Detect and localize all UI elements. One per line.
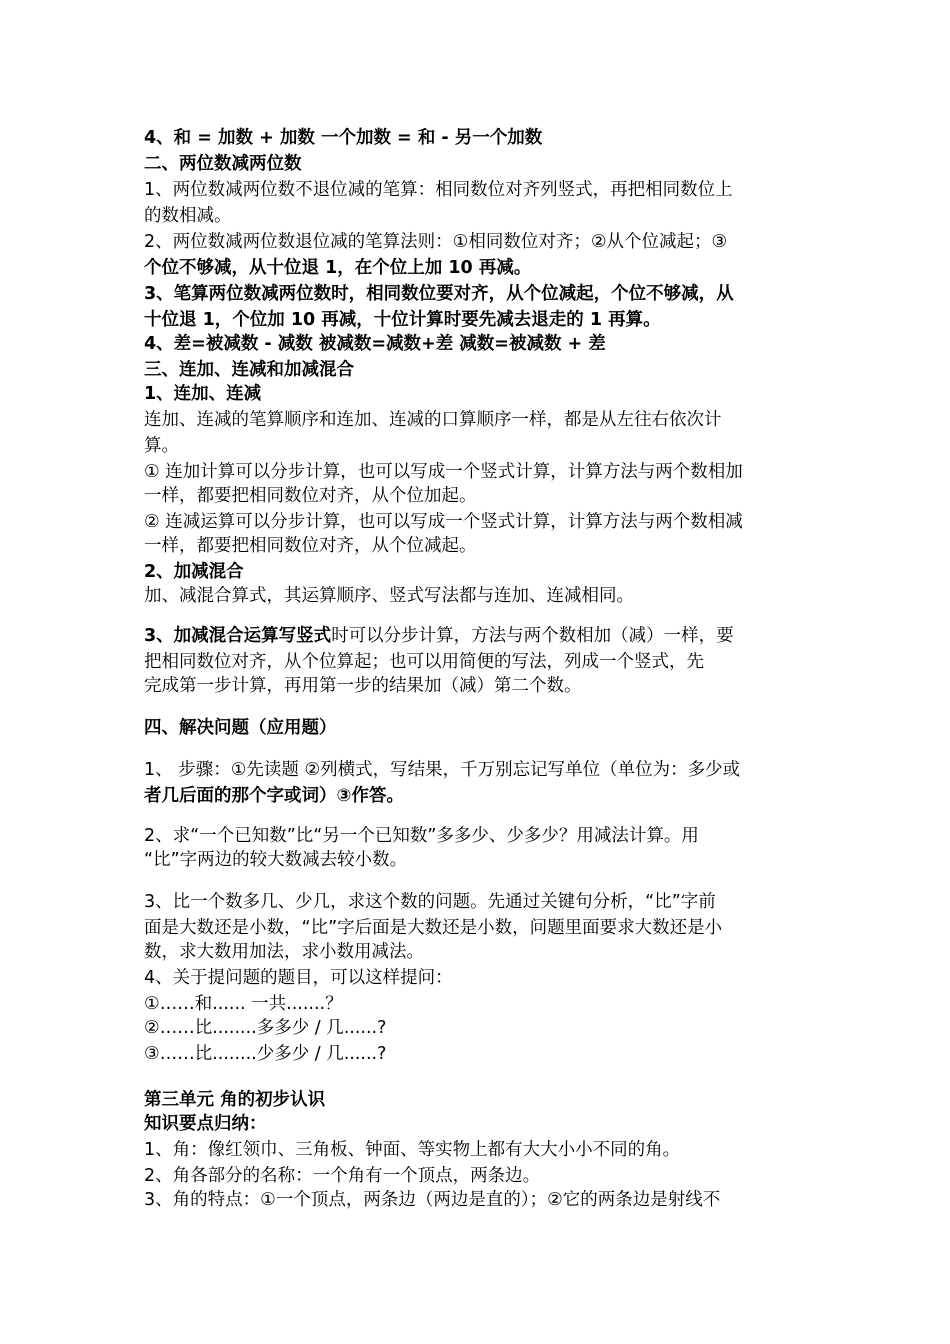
line: 算。 [144, 436, 179, 456]
line: 把相同数位对齐，从个位算起；也可以用简便的写法，列成一个竖式，先 [144, 652, 704, 672]
line [144, 624, 734, 648]
unit-title: 第三单元 角的初步认识 [144, 1090, 326, 1110]
line: 面是大数还是小数，“比”字后面是大数还是小数，问题里面要求大数还是小 [144, 918, 723, 938]
line: 1、 步骤：①先读题 ②列横式，写结果，千万别忘记写单位（单位为：多少或 [144, 760, 741, 780]
line-bold-part: 3、加减混合运算写竖式 [144, 626, 332, 646]
line: 者几后面的那个字或词）③作答。 [144, 786, 404, 806]
line: ③……比........少多少 / 几......? [144, 1044, 387, 1064]
line: 2、求“一个已知数”比“另一个已知数”多多少、少多少？用减法计算。用 [144, 826, 699, 846]
line: 完成第一步计算，再用第一步的结果加（减）第二个数。 [144, 676, 582, 696]
line: 2、角各部分的名称：一个角有一个顶点，两条边。 [144, 1166, 541, 1186]
line: 3、角的特点：①一个顶点，两条边（两边是直的）；②它的两条边是射线不 [144, 1190, 721, 1210]
line: 的数相减。 [144, 206, 232, 226]
line: 一样，都要把相同数位对齐，从个位减起。 [144, 536, 477, 556]
line: “比”字两边的较大数减去较小数。 [144, 850, 408, 870]
line: 十位退 1，个位加 10 再减，十位计算时要先减去退走的 1 再算。 [144, 310, 661, 330]
line-rest: 时可以分步计算，方法与两个数相加（减）一样，要 [331, 626, 734, 646]
section-heading: 三、连加、连减和加减混合 [144, 360, 354, 380]
subheading: 1、连加、连减 [144, 384, 262, 404]
section-heading: 二、两位数减两位数 [144, 154, 302, 174]
line: ①……和...... 一共.......？ [144, 994, 343, 1014]
line: 1、两位数减两位数不退位减的笔算：相同数位对齐列竖式，再把相同数位上 [144, 180, 733, 200]
line: 2、两位数减两位数退位减的笔算法则：①相同数位对齐；②从个位减起；③ [144, 232, 728, 252]
subheading: 2、加减混合 [144, 562, 244, 582]
line: ②……比........多多少 / 几......? [144, 1018, 387, 1038]
line: 3、比一个数多几、少几，求这个数的问题。先通过关键句分析，“比”字前 [144, 892, 716, 912]
line: 4、和 = 加数 + 加数 一个加数 = 和 - 另一个加数 [144, 128, 543, 148]
line: 4、差=被减数 - 减数 被减数=减数+差 减数=被减数 + 差 [144, 334, 606, 354]
line: 3、笔算两位数减两位数时，相同数位要对齐，从个位减起，个位不够减，从 [144, 284, 734, 304]
line: 一样，都要把相同数位对齐，从个位加起。 [144, 486, 477, 506]
subheading: 知识要点归纳： [144, 1114, 267, 1134]
line: ① 连加计算可以分步计算，也可以写成一个竖式计算，计算方法与两个数相加 [144, 462, 743, 482]
line: 数，求大数用加法，求小数用减法。 [144, 942, 424, 962]
line: ② 连减运算可以分步计算，也可以写成一个竖式计算，计算方法与两个数相减 [144, 512, 743, 532]
line: 4、关于提问题的题目，可以这样提问： [144, 968, 453, 988]
line: 1、角：像红领巾、三角板、钟面、等实物上都有大大小小不同的角。 [144, 1140, 681, 1160]
line: 加、减混合算式，其运算顺序、竖式写法都与连加、连减相同。 [144, 586, 634, 606]
line: 连加、连减的笔算顺序和连加、连减的口算顺序一样，都是从左往右依次计 [144, 410, 722, 430]
section-heading: 四、解决问题（应用题） [144, 718, 337, 738]
line: 个位不够减，从十位退 1，在个位上加 10 再减。 [144, 258, 532, 278]
